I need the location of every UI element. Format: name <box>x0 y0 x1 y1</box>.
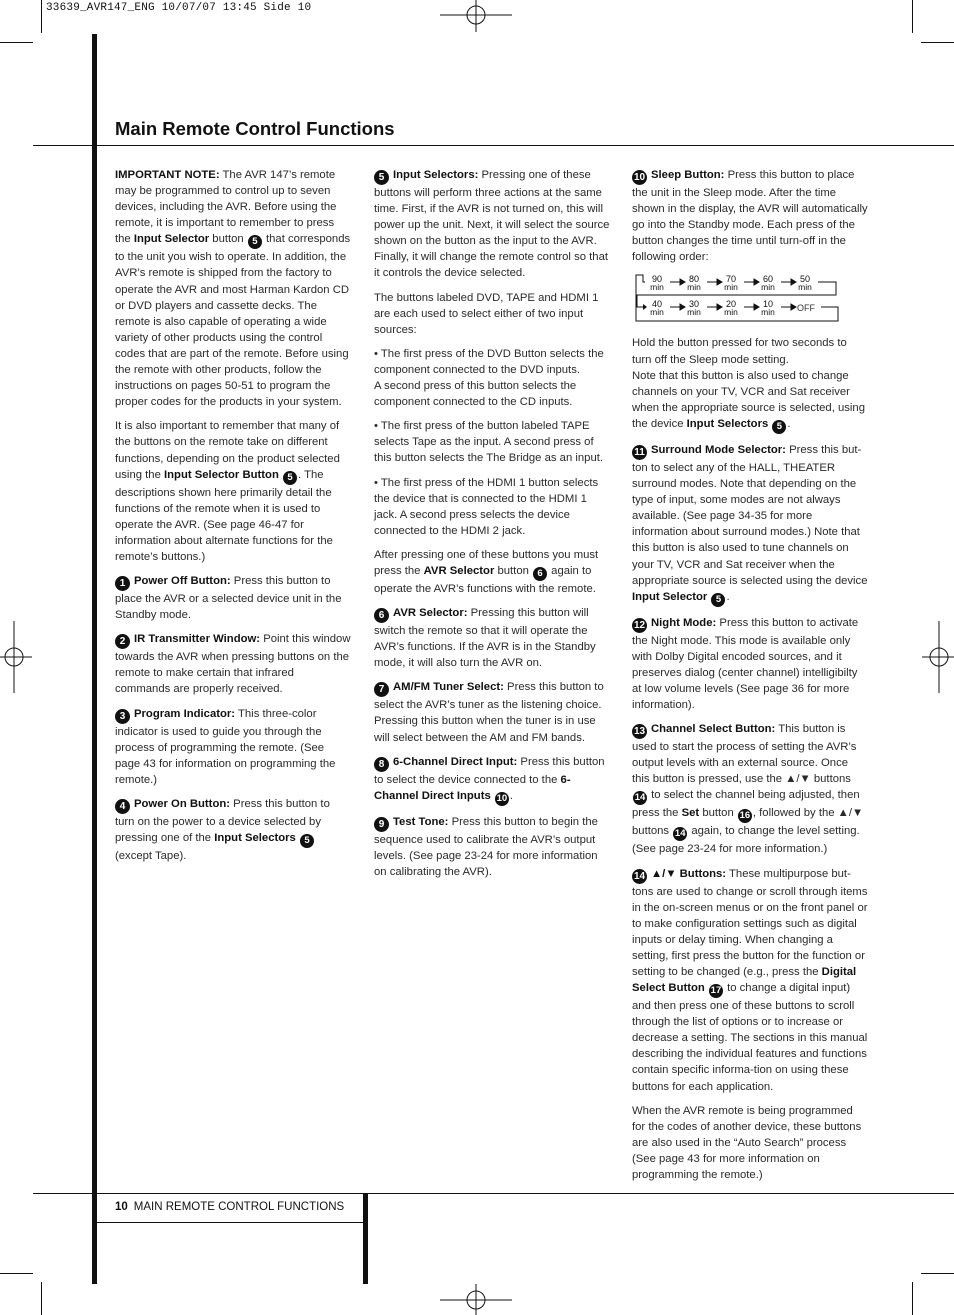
item-surround-mode: 11 Surround Mode Selector: Press this but-ton to select any of the HALL, THEATER surround modes. Note that depending on the type of input, some modes are not always available. (See page 34-35 for more information about surround modes.) Note that this button is also used to tune channels on your TV, VCR and Sat receiver when the appropriate source is selected using the device Input Selector 5 . <box>632 443 868 605</box>
crop-mark <box>912 0 913 33</box>
sleep-unit: min <box>687 307 701 318</box>
bullet-dvd: • The first press of the DVD Button selects the component connected to the DVD inputs. A second press of this button selects the component connected to the CD inputs. <box>374 347 604 409</box>
sleep-time: 30 <box>688 299 700 310</box>
registration-mark-icon <box>922 621 954 693</box>
crop-mark <box>0 42 33 43</box>
item-night-mode: 12 Night Mode: Press this button to activate the Night mode. This mode is available only with Dolby Digital encoded sources, and it preserves dialog (center channel) intelligibilty at low volume levels (See page 36 for more information). <box>632 616 859 712</box>
footer-label: MAIN REMOTE CONTROL FUNCTIONS <box>133 1201 345 1213</box>
ref-badge-icon: 17 <box>710 985 722 997</box>
registration-mark-icon <box>440 0 512 32</box>
ref-badge-icon: 6 <box>533 567 547 581</box>
sleep-unit: min <box>650 282 664 293</box>
sleep-unit: min <box>687 282 701 293</box>
page-number: 10 <box>115 1201 128 1213</box>
bullet-hdmi: • The first press of the HDMI 1 button selects the device that is connected to the HDMI 1 jack. A second press selects the device connected to the HDMI 2 jack. <box>374 476 599 537</box>
ref-badge-icon: 5 <box>711 593 725 607</box>
ref-badge-icon: 10 <box>496 792 508 804</box>
page-title: Main Remote Control Functions <box>115 118 395 139</box>
sleep-time: 60 <box>762 274 774 285</box>
footer-divider-bar <box>363 1194 368 1284</box>
item-number-icon: 14 <box>633 870 646 882</box>
registration-mark-icon <box>0 621 32 693</box>
item-number-icon: 7 <box>374 682 389 697</box>
ref-badge-icon: 14 <box>674 828 686 840</box>
bullet-tape: • The first press of the button labeled TAPE selects Tape as the input. A second press of this button selects the The Bridge as an input. <box>374 420 604 465</box>
item-power-on: 4 Power On Button: Press this button to turn on the power to a device selected by pressing one of the Input Selectors 5 (except Tape). <box>115 797 330 862</box>
item-number-icon: 6 <box>374 608 389 623</box>
item-6ch-direct: 8 6-Channel Direct Input: Press this button to select the device connected to the 6-Channel Direct Inputs 10 . <box>374 755 605 804</box>
column-2 <box>374 167 610 888</box>
item-power-off: 1 Power Off Button: Press this button to place the AVR or a selected device unit in the Standby mode. <box>115 575 342 622</box>
sleep-time: 80 <box>688 274 700 285</box>
sleep-time: 20 <box>725 299 737 310</box>
sleep-time: 50 <box>799 274 811 285</box>
item-number-icon: 9 <box>374 817 389 832</box>
item-sleep: 10 Sleep Button: Press this button to place the unit in the Sleep mode. After the time shown in the display, the AVR will automatically go into the Standby mode. Each press of the button changes the time until turn-off in the following order: <box>632 169 868 264</box>
sleep-off: OFF <box>797 303 815 314</box>
sleep-unit: min <box>650 307 664 318</box>
crop-mark <box>912 1282 913 1315</box>
page-footer <box>115 1201 344 1213</box>
registration-mark-icon <box>440 1284 512 1315</box>
sleep-time: 40 <box>651 299 663 310</box>
crop-mark <box>921 42 954 43</box>
ref-badge-icon: 5 <box>248 235 262 249</box>
print-slug: 33639_AVR147_ENG 10/07/07 13:45 Side 10 <box>46 2 312 14</box>
item-up-down-buttons: 14 ▲/▼ Buttons: These multipurpose but-tons are used to change or scroll through items in the on-screen menus or on the front panel or to make configuration settings such as digital inputs or delay timing. When changing a setting, first press the button for the function or setting to be changed (e.g., press the Digital Select Button 17 to change a digital input) and then press one of these buttons to scroll through the list of options or to increase or decrease a setting. The sections in this manual describing the individual features and functions contain specific informa-tion on using these buttons for each application. <box>632 867 868 1093</box>
item-avr-selector: 6 AVR Selector: Pressing this button will switch the remote so that it will operate the AVR’s functions. If the AVR is in the Standby mode, it will also turn the AVR on. <box>374 607 596 670</box>
item-input-selectors: 5 Input Selectors: Pressing one of these buttons will perform three actions at the same time. First, if the AVR is not turned on, this will power up the unit. Next, it will select the source shown on the button as the input to the AVR. Finally, it will change the remote control so that it controls the device selected. <box>374 169 610 280</box>
item-number-icon: 12 <box>633 619 646 631</box>
paragraph: The buttons labeled DVD, TAPE and HDMI 1 are each used to select either of two input sources: <box>374 291 599 336</box>
sleep-order-diagram <box>634 273 840 323</box>
title-rule <box>33 145 954 146</box>
sleep-unit: min <box>798 282 812 293</box>
crop-mark <box>41 1282 42 1315</box>
item-program-indicator: 3 Program Indicator: This three-color indicator is used to guide you through the process of programming the remote. (See page 43 for information on programming the remote.) <box>115 707 336 786</box>
left-margin-bar <box>92 34 97 1284</box>
sleep-unit: min <box>761 307 775 318</box>
sleep-time: 90 <box>651 274 663 285</box>
footer-rule <box>33 1193 954 1194</box>
crop-mark <box>41 0 42 33</box>
sleep-unit: min <box>724 307 738 318</box>
item-ir-transmitter: 2 IR Transmitter Window: Point this window towards the AVR when pressing buttons on the remote to make certain that infrared commands are properly received. <box>115 633 351 696</box>
item-number-icon: 13 <box>633 726 646 738</box>
crop-mark <box>0 1273 33 1274</box>
item-number-icon: 8 <box>374 757 389 772</box>
paragraph: It is also important to remember that many of the buttons on the remote take on different functions, depending on the product selected using the Input Selector Button 5 . The descriptions shown here primarily detail the functions of the remote when it is used to operate the AVR. (See page 46-47 for information about alternate functions for the remote’s buttons.) <box>115 420 340 563</box>
item-tuner-select: 7 AM/FM Tuner Select: Press this button to select the AVR’s tuner as the listening choice. Pressing this button when the tuner is in use will select between the AM and FM bands. <box>374 681 604 744</box>
item-channel-select: 13 Channel Select Button: This button is used to start the process of setting the AVR’s output levels with an external source. Once this button is pressed, use the ▲/▼ buttons 14 to select the channel being adjusted, then press the Set button 16 , followed by the ▲/▼ buttons 14 again, to change the level setting. (See page 23-24 for more information.) <box>632 723 864 856</box>
sleep-time: 70 <box>725 274 737 285</box>
paragraph: Hold the button pressed for two seconds to turn off the Sleep mode setting. Note that this button is also used to change channels on your TV, VCR and Sat receiver when the appropriate source is selected, using the device Input Selectors 5 . <box>632 337 865 432</box>
item-number-icon: 3 <box>115 709 130 724</box>
footer-bottom-rule <box>97 1222 365 1223</box>
ref-badge-icon: 5 <box>283 471 297 485</box>
sleep-time: 10 <box>762 299 774 310</box>
column-3 <box>632 167 868 1191</box>
ref-badge-icon: 16 <box>739 810 751 822</box>
item-number-icon: 2 <box>115 634 130 649</box>
paragraph: When the AVR remote is being programmed for the codes of another device, these buttons are also used in the “Auto Search” process (See page 43 for more information on programming the remote.) <box>632 1104 862 1182</box>
item-number-icon: 10 <box>633 172 646 183</box>
item-number-icon: 11 <box>632 445 647 460</box>
paragraph: After pressing one of these buttons you must press the AVR Selector button 6 again to operate the AVR’s functions with the remote. <box>374 548 599 595</box>
crop-mark <box>921 1273 954 1274</box>
item-number-icon: 5 <box>374 170 389 185</box>
sleep-unit: min <box>761 282 775 293</box>
ref-badge-icon: 5 <box>772 420 786 434</box>
important-note: IMPORTANT NOTE: The AVR 147’s remote may be programmed to control up to seven devices, including the AVR. Before using the remote, it is important to remember to press the Input Selector button 5 that corresponds to the unit you wish to operate. In addition, the AVR’s remote is shipped from the factory to operate the AVR and most Harman Kardon CD or DVD players and cassette decks. The remote is also capable of operating a wide variety of other products using the control codes that are part of the remote. Before using the remote with other products, follow the instructions on pages 50-51 to program the proper codes for the products in your system. <box>115 169 351 409</box>
ref-badge-icon: 5 <box>300 834 314 848</box>
ref-badge-icon: 14 <box>634 792 646 804</box>
item-number-icon: 4 <box>115 799 130 814</box>
item-number-icon: 1 <box>115 576 130 591</box>
column-1 <box>115 167 351 872</box>
sleep-unit: min <box>724 282 738 293</box>
item-test-tone: 9 Test Tone: Press this button to begin the sequence used to calibrate the AVR’s output levels. (See page 23-24 for more information on calibrating the AVR). <box>374 815 598 878</box>
